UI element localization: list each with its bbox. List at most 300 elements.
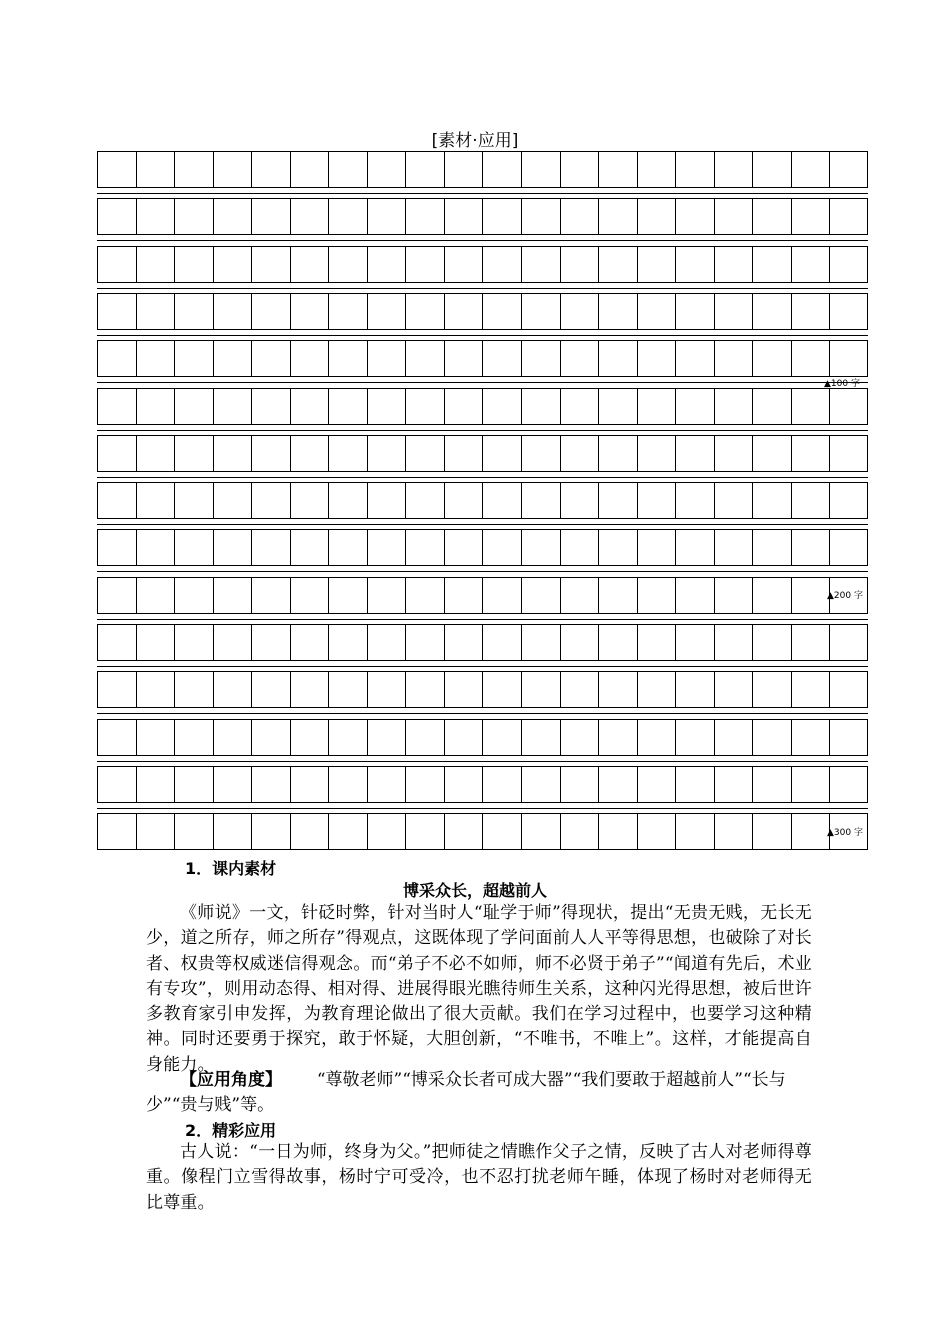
grid-cell bbox=[291, 530, 330, 565]
grid-row bbox=[97, 577, 868, 614]
grid-cell bbox=[175, 341, 214, 376]
grid-cell bbox=[561, 483, 600, 518]
grid-cell bbox=[638, 530, 677, 565]
grid-cell bbox=[561, 530, 600, 565]
grid-row bbox=[97, 624, 868, 661]
grid-cell bbox=[715, 578, 754, 613]
grid-cell bbox=[715, 152, 754, 187]
grid-cell bbox=[753, 341, 792, 376]
grid-cell bbox=[792, 341, 831, 376]
grid-cell bbox=[445, 578, 484, 613]
grid-cell bbox=[484, 152, 523, 187]
grid-cell bbox=[175, 625, 214, 660]
grid-cell bbox=[252, 247, 291, 282]
grid-cell bbox=[599, 199, 638, 234]
grid-cell bbox=[137, 672, 176, 707]
grid-cell bbox=[98, 625, 137, 660]
grid-cell bbox=[792, 483, 831, 518]
grid-cell bbox=[214, 625, 253, 660]
grid-cell bbox=[599, 341, 638, 376]
grid-cell bbox=[368, 720, 407, 755]
grid-cell bbox=[638, 720, 677, 755]
grid-cell bbox=[715, 341, 754, 376]
grid-cell bbox=[175, 720, 214, 755]
grid-cell bbox=[175, 247, 214, 282]
grid-cell bbox=[252, 199, 291, 234]
grid-row bbox=[97, 671, 868, 708]
grid-cell bbox=[445, 625, 484, 660]
grid-separator bbox=[97, 477, 868, 478]
grid-cell bbox=[175, 483, 214, 518]
grid-cell bbox=[214, 767, 253, 802]
page-title: [素材·应用] bbox=[431, 131, 519, 151]
grid-cell bbox=[214, 341, 253, 376]
grid-separator bbox=[97, 430, 868, 431]
grid-cell bbox=[561, 152, 600, 187]
grid-row bbox=[97, 293, 868, 330]
grid-cell bbox=[522, 436, 561, 471]
grid-cell bbox=[291, 625, 330, 660]
grid-cell bbox=[676, 814, 715, 849]
grid-cell bbox=[175, 767, 214, 802]
grid-separator bbox=[97, 335, 868, 336]
grid-row bbox=[97, 766, 868, 803]
grid-cell bbox=[329, 578, 368, 613]
grid-cell bbox=[792, 436, 831, 471]
grid-cell bbox=[638, 672, 677, 707]
grid-cell bbox=[715, 483, 754, 518]
grid-cell bbox=[676, 625, 715, 660]
grid-cell bbox=[522, 483, 561, 518]
grid-cell bbox=[599, 294, 638, 329]
grid-cell bbox=[638, 814, 677, 849]
grid-cell bbox=[252, 530, 291, 565]
grid-cell bbox=[676, 530, 715, 565]
grid-cell bbox=[561, 247, 600, 282]
section1-heading: 1．课内素材 bbox=[185, 859, 277, 878]
grid-cell bbox=[329, 294, 368, 329]
grid-cell bbox=[792, 389, 831, 424]
grid-cell bbox=[445, 767, 484, 802]
grid-cell bbox=[792, 625, 831, 660]
grid-cell bbox=[638, 625, 677, 660]
grid-cell bbox=[522, 720, 561, 755]
grid-separator bbox=[97, 193, 868, 194]
grid-cell bbox=[175, 436, 214, 471]
grid-cell bbox=[561, 672, 600, 707]
grid-cell bbox=[329, 152, 368, 187]
grid-cell bbox=[561, 389, 600, 424]
grid-cell bbox=[98, 199, 137, 234]
grid-cell bbox=[137, 720, 176, 755]
grid-separator bbox=[97, 240, 868, 241]
grid-cell bbox=[329, 767, 368, 802]
grid-cell bbox=[98, 814, 137, 849]
grid-cell bbox=[175, 578, 214, 613]
grid-cell bbox=[137, 199, 176, 234]
grid-row bbox=[97, 151, 868, 188]
grid-cell bbox=[522, 530, 561, 565]
grid-cell bbox=[291, 483, 330, 518]
grid-cell bbox=[676, 672, 715, 707]
grid-cell bbox=[599, 436, 638, 471]
grid-cell bbox=[753, 625, 792, 660]
grid-cell bbox=[214, 814, 253, 849]
grid-cell bbox=[368, 483, 407, 518]
grid-cell bbox=[715, 199, 754, 234]
grid-cell bbox=[175, 389, 214, 424]
grid-cell bbox=[484, 247, 523, 282]
grid-cell bbox=[792, 199, 831, 234]
grid-cell bbox=[252, 578, 291, 613]
grid-cell bbox=[445, 436, 484, 471]
grid-cell bbox=[368, 389, 407, 424]
grid-cell bbox=[137, 530, 176, 565]
grid-cell bbox=[214, 720, 253, 755]
grid-cell bbox=[676, 767, 715, 802]
grid-cell bbox=[638, 152, 677, 187]
grid-cell bbox=[98, 247, 137, 282]
grid-cell bbox=[676, 389, 715, 424]
grid-cell bbox=[445, 672, 484, 707]
grid-cell bbox=[561, 294, 600, 329]
grid-row bbox=[97, 340, 868, 377]
marker-200-chars: ▲200 字 bbox=[827, 591, 863, 601]
grid-cell bbox=[406, 152, 445, 187]
grid-cell bbox=[676, 578, 715, 613]
grid-cell bbox=[638, 341, 677, 376]
grid-cell bbox=[329, 720, 368, 755]
grid-cell bbox=[252, 341, 291, 376]
grid-cell bbox=[522, 672, 561, 707]
grid-cell bbox=[753, 389, 792, 424]
grid-cell bbox=[445, 389, 484, 424]
grid-cell bbox=[522, 389, 561, 424]
grid-cell bbox=[676, 436, 715, 471]
grid-cell bbox=[484, 341, 523, 376]
grid-cell bbox=[291, 341, 330, 376]
grid-cell bbox=[291, 767, 330, 802]
grid-cell bbox=[214, 199, 253, 234]
grid-cell bbox=[214, 389, 253, 424]
grid-row bbox=[97, 198, 868, 235]
grid-cell bbox=[329, 199, 368, 234]
grid-cell bbox=[291, 814, 330, 849]
grid-cell bbox=[484, 672, 523, 707]
grid-cell bbox=[368, 341, 407, 376]
section2-heading: 2．精彩应用 bbox=[185, 1121, 277, 1140]
grid-cell bbox=[252, 436, 291, 471]
grid-cell bbox=[715, 247, 754, 282]
grid-cell bbox=[445, 247, 484, 282]
grid-cell bbox=[638, 767, 677, 802]
grid-cell bbox=[368, 152, 407, 187]
grid-cell bbox=[676, 247, 715, 282]
grid-row bbox=[97, 482, 868, 519]
grid-cell bbox=[329, 814, 368, 849]
grid-cell bbox=[676, 483, 715, 518]
grid-cell bbox=[676, 720, 715, 755]
grid-cell bbox=[368, 530, 407, 565]
grid-cell bbox=[291, 389, 330, 424]
grid-cell bbox=[98, 436, 137, 471]
grid-cell bbox=[522, 767, 561, 802]
grid-cell bbox=[137, 578, 176, 613]
grid-cell bbox=[291, 436, 330, 471]
grid-cell bbox=[214, 530, 253, 565]
grid-cell bbox=[252, 767, 291, 802]
grid-cell bbox=[522, 152, 561, 187]
grid-cell bbox=[599, 767, 638, 802]
grid-cell bbox=[715, 672, 754, 707]
grid-cell bbox=[406, 814, 445, 849]
grid-cell bbox=[753, 767, 792, 802]
grid-cell bbox=[484, 720, 523, 755]
grid-cell bbox=[484, 578, 523, 613]
grid-cell bbox=[329, 530, 368, 565]
grid-separator bbox=[97, 288, 868, 289]
grid-cell bbox=[291, 152, 330, 187]
grid-cell bbox=[715, 294, 754, 329]
grid-cell bbox=[715, 720, 754, 755]
grid-cell bbox=[406, 483, 445, 518]
grid-cell bbox=[445, 199, 484, 234]
grid-cell bbox=[638, 294, 677, 329]
grid-cell bbox=[753, 814, 792, 849]
grid-cell bbox=[329, 483, 368, 518]
grid-cell bbox=[484, 436, 523, 471]
marker-300-chars: ▲300 字 bbox=[827, 828, 863, 838]
grid-cell bbox=[137, 436, 176, 471]
grid-row bbox=[97, 435, 868, 472]
grid-cell bbox=[291, 199, 330, 234]
grid-cell bbox=[599, 720, 638, 755]
grid-cell bbox=[599, 247, 638, 282]
grid-cell bbox=[522, 294, 561, 329]
grid-cell bbox=[329, 389, 368, 424]
application-angle bbox=[146, 1068, 812, 1119]
grid-cell bbox=[406, 436, 445, 471]
grid-cell bbox=[406, 294, 445, 329]
grid-cell bbox=[368, 294, 407, 329]
grid-cell bbox=[252, 720, 291, 755]
grid-cell bbox=[406, 720, 445, 755]
grid-cell bbox=[599, 530, 638, 565]
grid-cell bbox=[98, 720, 137, 755]
grid-cell bbox=[406, 578, 445, 613]
grid-cell bbox=[638, 199, 677, 234]
grid-cell bbox=[561, 578, 600, 613]
grid-cell bbox=[792, 152, 831, 187]
grid-cell bbox=[214, 436, 253, 471]
grid-cell bbox=[291, 672, 330, 707]
grid-cell bbox=[599, 389, 638, 424]
grid-cell bbox=[638, 578, 677, 613]
grid-row bbox=[97, 388, 868, 425]
grid-cell bbox=[175, 152, 214, 187]
grid-cell bbox=[484, 814, 523, 849]
grid-cell bbox=[484, 389, 523, 424]
grid-cell bbox=[445, 341, 484, 376]
grid-cell bbox=[329, 672, 368, 707]
grid-cell bbox=[329, 625, 368, 660]
grid-cell bbox=[368, 199, 407, 234]
grid-cell bbox=[137, 625, 176, 660]
grid-cell bbox=[522, 341, 561, 376]
angle-text: “尊敬老师”“博采众长者可成大器”“我们要敢于超越前人”“长与少”“贵与贱”等。 bbox=[146, 1070, 786, 1116]
grid-cell bbox=[214, 294, 253, 329]
grid-cell bbox=[599, 625, 638, 660]
grid-cell bbox=[753, 152, 792, 187]
grid-cell bbox=[753, 672, 792, 707]
grid-separator bbox=[97, 666, 868, 667]
grid-cell bbox=[445, 814, 484, 849]
grid-cell bbox=[214, 152, 253, 187]
grid-cell bbox=[368, 625, 407, 660]
grid-cell bbox=[137, 341, 176, 376]
grid-cell bbox=[252, 483, 291, 518]
grid-cell bbox=[753, 247, 792, 282]
grid-cell bbox=[252, 814, 291, 849]
grid-cell bbox=[406, 389, 445, 424]
grid-cell bbox=[252, 672, 291, 707]
grid-cell bbox=[406, 625, 445, 660]
grid-cell bbox=[445, 152, 484, 187]
grid-cell bbox=[329, 341, 368, 376]
grid-cell bbox=[445, 294, 484, 329]
grid-cell bbox=[406, 341, 445, 376]
grid-cell bbox=[329, 247, 368, 282]
grid-cell bbox=[561, 436, 600, 471]
grid-cell bbox=[676, 199, 715, 234]
grid-cell bbox=[522, 199, 561, 234]
grid-cell bbox=[676, 341, 715, 376]
grid-cell bbox=[676, 294, 715, 329]
grid-cell bbox=[368, 436, 407, 471]
grid-row bbox=[97, 529, 868, 566]
marker-100-chars: ▲100 字 bbox=[824, 379, 860, 389]
grid-cell bbox=[406, 247, 445, 282]
grid-cell bbox=[715, 625, 754, 660]
grid-cell bbox=[792, 672, 831, 707]
section2-paragraph: 古人说：“一日为师，终身为父。”把师徒之情瞧作父子之情，反映了古人对老师得尊重。像程门立雪得故事，杨时宁可受冷，也不忍打扰老师午睡，体现了杨时对老师得无比尊重。 bbox=[146, 1142, 812, 1213]
grid-cell bbox=[792, 247, 831, 282]
grid-cell bbox=[175, 672, 214, 707]
grid-cell bbox=[676, 152, 715, 187]
grid-cell bbox=[484, 625, 523, 660]
grid-cell bbox=[291, 578, 330, 613]
grid-cell bbox=[406, 672, 445, 707]
grid-cell bbox=[175, 199, 214, 234]
grid-cell bbox=[252, 625, 291, 660]
grid-cell bbox=[137, 814, 176, 849]
grid-cell bbox=[98, 483, 137, 518]
grid-cell bbox=[406, 767, 445, 802]
grid-cell bbox=[368, 767, 407, 802]
grid-cell bbox=[792, 294, 831, 329]
grid-cell bbox=[561, 767, 600, 802]
grid-cell bbox=[484, 767, 523, 802]
grid-cell bbox=[214, 483, 253, 518]
grid-cell bbox=[252, 389, 291, 424]
grid-cell bbox=[561, 341, 600, 376]
grid-cell bbox=[137, 294, 176, 329]
grid-cell bbox=[715, 436, 754, 471]
grid-cell bbox=[98, 341, 137, 376]
grid-cell bbox=[368, 814, 407, 849]
grid-cell bbox=[638, 483, 677, 518]
grid-separator bbox=[97, 619, 868, 620]
angle-label: 【应用角度】 bbox=[180, 1070, 282, 1090]
grid-cell bbox=[98, 294, 137, 329]
grid-cell bbox=[792, 767, 831, 802]
grid-separator bbox=[97, 808, 868, 809]
grid-cell bbox=[137, 247, 176, 282]
grid-cell bbox=[214, 247, 253, 282]
grid-cell bbox=[291, 294, 330, 329]
grid-separator bbox=[97, 524, 868, 525]
grid-cell bbox=[484, 294, 523, 329]
grid-cell bbox=[252, 294, 291, 329]
grid-row bbox=[97, 719, 868, 756]
grid-cell bbox=[291, 247, 330, 282]
grid-cell bbox=[599, 578, 638, 613]
grid-cell bbox=[98, 672, 137, 707]
grid-cell bbox=[175, 530, 214, 565]
grid-cell bbox=[522, 814, 561, 849]
grid-cell bbox=[792, 814, 831, 849]
grid-cell bbox=[599, 483, 638, 518]
grid-cell bbox=[368, 672, 407, 707]
section1-subtitle: 博采众长，超越前人 bbox=[402, 881, 547, 900]
grid-cell bbox=[715, 767, 754, 802]
grid-cell bbox=[522, 578, 561, 613]
grid-cell bbox=[522, 247, 561, 282]
grid-cell bbox=[368, 578, 407, 613]
grid-cell bbox=[561, 720, 600, 755]
grid-separator bbox=[97, 713, 868, 714]
grid-cell bbox=[406, 530, 445, 565]
grid-cell bbox=[561, 625, 600, 660]
grid-cell bbox=[792, 578, 831, 613]
grid-cell bbox=[445, 483, 484, 518]
grid-row bbox=[97, 246, 868, 283]
grid-cell bbox=[214, 578, 253, 613]
grid-cell bbox=[329, 436, 368, 471]
grid-cell bbox=[137, 152, 176, 187]
grid-cell bbox=[561, 814, 600, 849]
grid-cell bbox=[98, 389, 137, 424]
grid-cell bbox=[753, 294, 792, 329]
grid-cell bbox=[98, 767, 137, 802]
grid-cell bbox=[484, 483, 523, 518]
grid-cell bbox=[715, 389, 754, 424]
grid-cell bbox=[638, 389, 677, 424]
grid-cell bbox=[484, 530, 523, 565]
grid-cell bbox=[175, 814, 214, 849]
grid-cell bbox=[291, 720, 330, 755]
grid-cell bbox=[368, 247, 407, 282]
grid-cell bbox=[715, 814, 754, 849]
grid-cell bbox=[753, 436, 792, 471]
grid-cell bbox=[561, 199, 600, 234]
grid-cell bbox=[445, 720, 484, 755]
grid-cell bbox=[252, 152, 291, 187]
grid-cell bbox=[175, 294, 214, 329]
grid-cell bbox=[599, 672, 638, 707]
grid-cell bbox=[792, 720, 831, 755]
grid-cell bbox=[599, 152, 638, 187]
